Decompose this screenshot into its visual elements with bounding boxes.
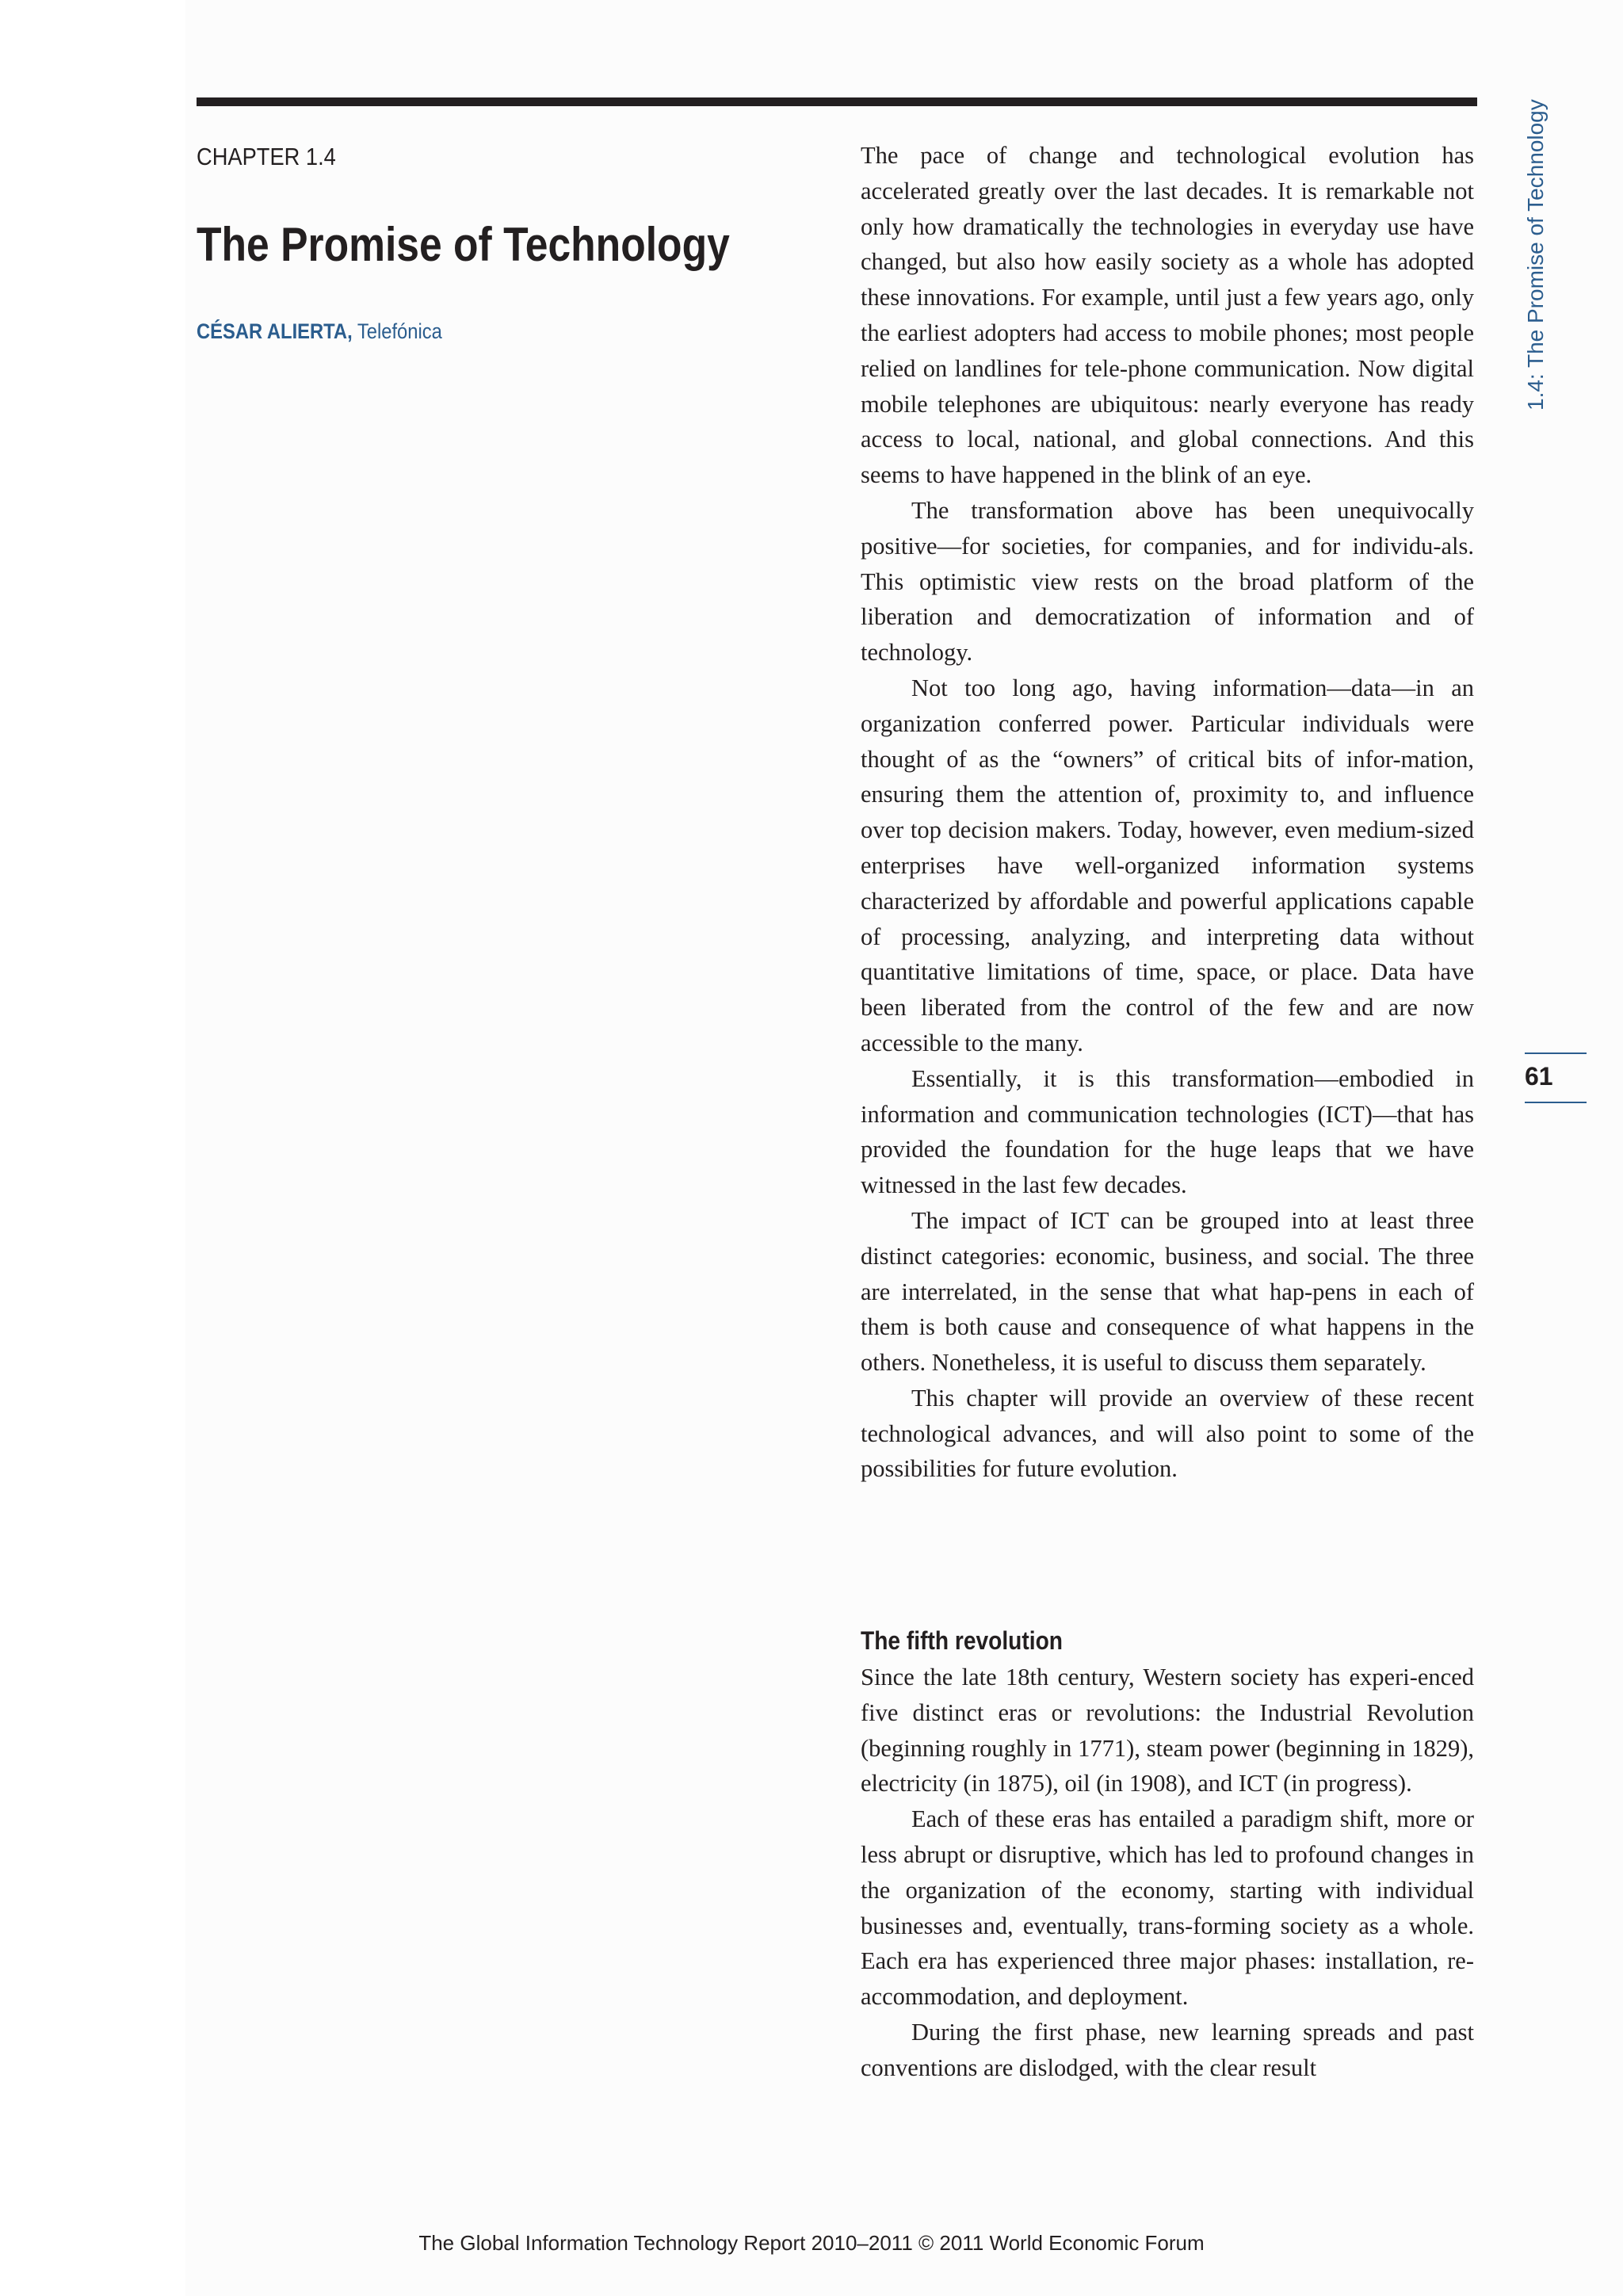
- author-affiliation: Telefónica: [357, 319, 442, 343]
- body-paragraph: Essentially, it is this transformation—embodied in information and communication technologies (ICT)—that has provided the foundation for the huge leaps that we have witnessed in the last few decades.: [861, 1064, 1474, 1199]
- chapter-title: The Promise of Technology: [197, 218, 730, 271]
- body-text-column: [861, 138, 1474, 1487]
- section-paragraph: Each of these eras has entailed a paradigm shift, more or less abrupt or disruptive, which has led to profound changes in the organization of the economy, starting with individual businesses and, eventually, trans-forming society as a whole. Each era has experienced three major phases: installation, re-accommodation, and deployment.: [861, 1805, 1474, 2011]
- body-paragraph: The impact of ICT can be grouped into at least three distinct categories: economic, business, and social. The three are interrelated, in the sense that what hap-pens in each of them is both cause and consequence of what happens in the others. Nonetheless, it is useful to discuss them separately.: [861, 1206, 1474, 1377]
- section-paragraph: Since the late 18th century, Western society has experi-enced five distinct eras or revolutions: the Industrial Revolution (beginning roughly in 1771), steam power (beginning in 1829), electricity (in 1875), oil (in 1908), and ICT (in progress).: [861, 1664, 1474, 1797]
- section-heading: The fifth revolution: [861, 1626, 1063, 1655]
- section-text-column: [861, 1660, 1474, 2086]
- page-number-rule-top: [1525, 1052, 1587, 1054]
- chapter-label: CHAPTER 1.4: [197, 143, 336, 170]
- body-paragraph: This chapter will provide an overview of these recent technological advances, and will also point to some of the possibilities for future evolution.: [861, 1384, 1474, 1483]
- page-number-rule-bottom: [1525, 1102, 1587, 1103]
- body-paragraph: The transformation above has been unequivocally positive—for societies, for companies, and for individu-als. This optimistic view rests on the broad platform of the liberation and democratization of information and of technology.: [861, 496, 1474, 667]
- body-paragraph: The pace of change and technological evolution has accelerated greatly over the last decades. It is remarkable not only how dramatically the technologies in everyday use have changed, but also how easily society as a whole has adopted these innovations. For example, until just a few years ago, only the earliest adopters had access to mobile phones; most people relied on landlines for tele-phone communication. Now digital mobile telephones are ubiquitous: nearly everyone has ready access to local, national, and global connections. And this seems to have happened in the blink of an eye.: [861, 142, 1474, 489]
- running-head-vertical: 1.4: The Promise of Technology: [1523, 99, 1548, 411]
- page-number: 61: [1525, 1062, 1553, 1091]
- top-rule: [197, 97, 1477, 106]
- author-line: [197, 319, 442, 344]
- body-paragraph: Not too long ago, having information—data—in an organization conferred power. Particular individuals were thought of as the “owners” of critical bits of infor-mation, ensuring them the attention of, proximity to, and influence over top decision makers. Today, however, even medium-sized enterprises have well-organized information systems characterized by affordable and powerful applications capable of processing, analyzing, and interpreting data without quantitative limitations of time, space, or place. Data have been liberated from the control of the few and are now accessible to the many.: [861, 674, 1474, 1056]
- section-paragraph: During the first phase, new learning spreads and past conventions are dislodged, with the clear result: [861, 2018, 1474, 2081]
- page-footer: The Global Information Technology Report 2010–2011 © 2011 World Economic Forum: [418, 2231, 1205, 2255]
- author-name: CÉSAR ALIERTA,: [197, 319, 353, 343]
